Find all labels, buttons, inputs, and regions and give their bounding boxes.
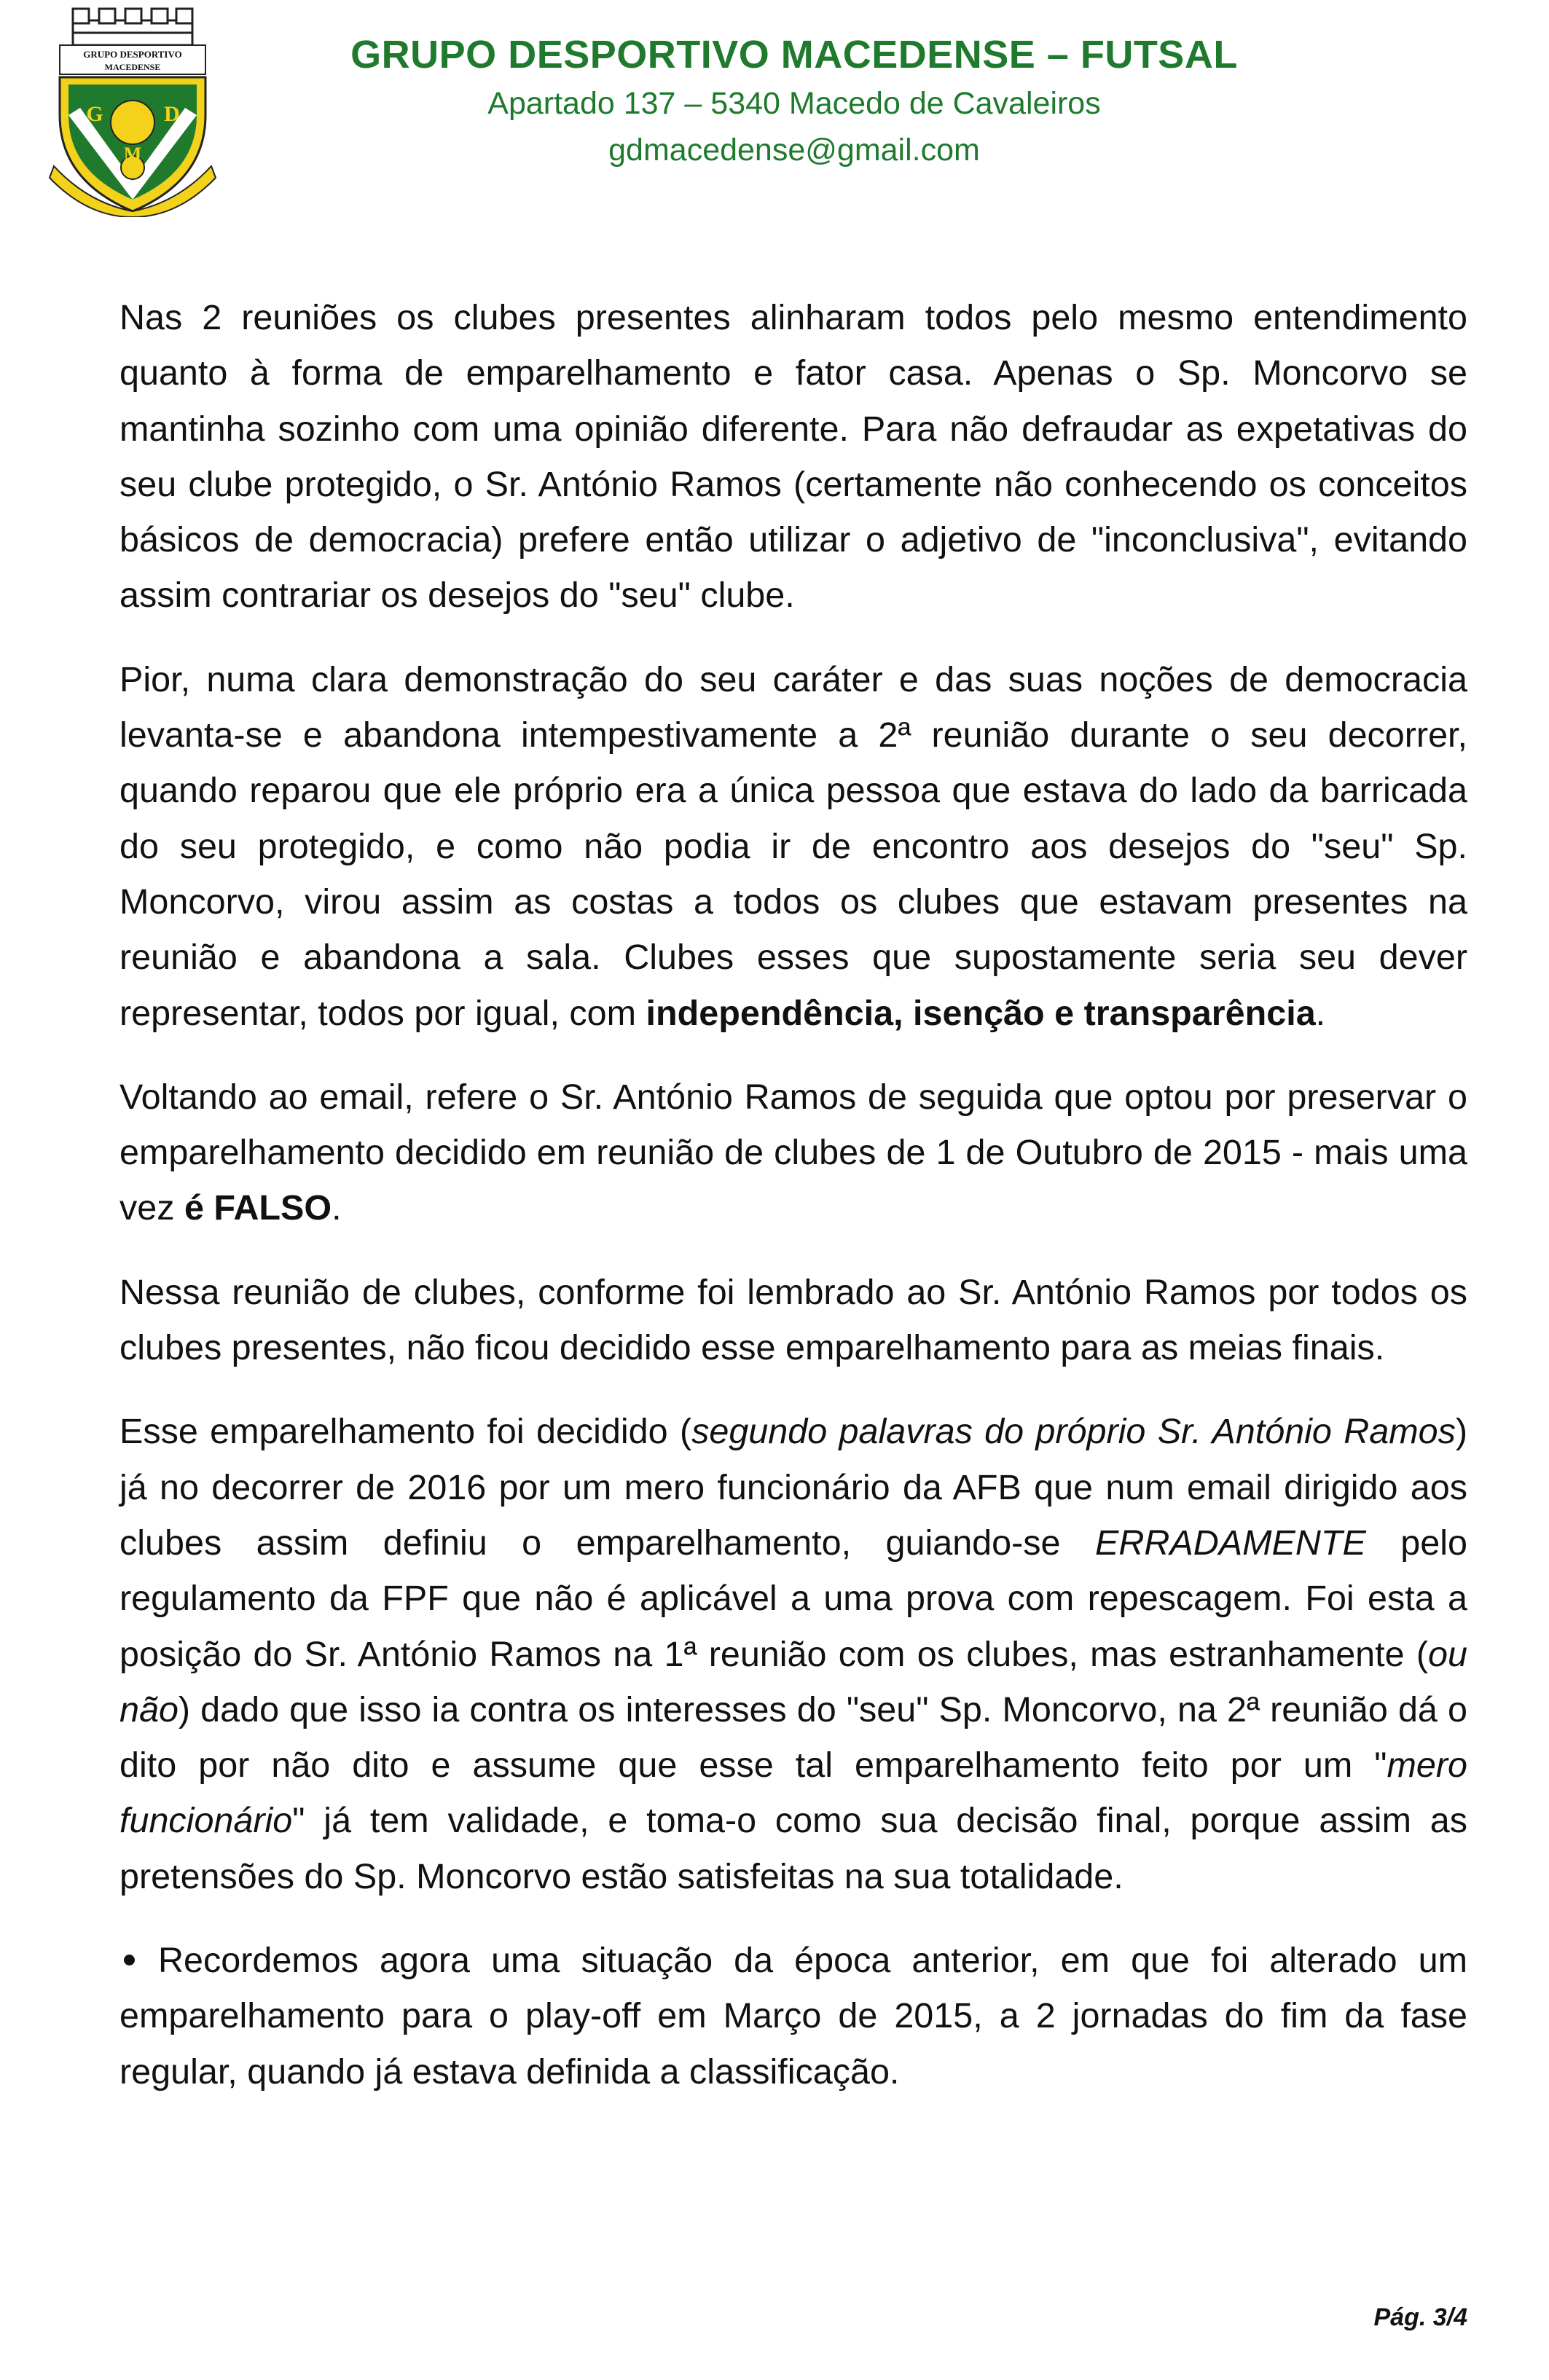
- paragraph-1: [119, 290, 1467, 624]
- letter-body: [119, 290, 1467, 2128]
- page-number: Pág. 3/4: [1373, 2304, 1467, 2331]
- club-email: gdmacedense@gmail.com: [608, 133, 980, 168]
- text-run: .: [332, 1188, 342, 1228]
- text-run: ) dado que isso ia contra os interesses do "seu" Sp. Moncorvo, na 2ª reunião dá o dito por não dito e assume que esse tal emparelhamento feito por um ": [119, 1689, 1467, 1786]
- club-name: GRUPO DESPORTIVO MACEDENSE – FUTSAL: [350, 33, 1238, 76]
- bullet-paragraph: [119, 1933, 1467, 2100]
- crest-letter-g: G: [86, 102, 103, 126]
- paragraph-4: [119, 1265, 1467, 1376]
- club-crest-logo: [44, 6, 221, 217]
- paragraph-2: [119, 652, 1467, 1041]
- text-run: Nas 2 reuniões os clubes presentes alinharam todos pelo mesmo entendimento quanto à forma de emparelhamento e fator casa. Apenas o Sp. Moncorvo se mantinha sozinho com uma opinião diferente. Para não defraudar as expetativas do seu clube protegido, o Sr. António Ramos (certamente não conhecendo os conceitos básicos de democracia) prefere então utilizar o adjetivo de "inconclusiva", evitando assim contrariar os desejos do "seu" clube.: [119, 298, 1467, 616]
- letterhead: [284, 29, 1304, 173]
- text-run: .: [1315, 993, 1326, 1033]
- text-run: Voltando ao email, refere o Sr. António Ramos de seguida que optou por preservar o emparelhamento decidido em reunião de clubes de 1 de Outubro de 2015 - mais uma vez: [119, 1077, 1467, 1228]
- crest-top-text: GRUPO DESPORTIVO: [83, 49, 182, 60]
- crest-center-emblem: [111, 101, 154, 144]
- paragraph-5: [119, 1404, 1467, 1904]
- text-run: ) já no decorrer de 2016 por um mero funcionário da AFB que num email dirigido aos clubes assim definiu o emparelhamento, guiando-se: [119, 1412, 1467, 1563]
- crest-letter-d: D: [164, 102, 180, 126]
- club-address: Apartado 137 – 5340 Macedo de Cavaleiros: [487, 86, 1101, 121]
- text-run: pelo regulamento da FPF que não é aplicável a uma prova com repescagem. Foi esta a posição do Sr. António Ramos na 1ª reunião com os clubes, mas estranhamente (: [119, 1523, 1468, 1674]
- bullet-text: Recordemos agora uma situação da época anterior, em que foi alterado um emparelhamento para o play-off em Março de 2015, a 2 jornadas do fim da fase regular, quando já estava definida a classificação.: [119, 1941, 1467, 2092]
- paragraph-3: [119, 1069, 1467, 1236]
- text-run: segundo palavras do próprio Sr. António Ramos: [691, 1412, 1456, 1452]
- crest-sub-text: MACEDENSE: [104, 62, 161, 72]
- text-run: Esse emparelhamento foi decidido (: [119, 1412, 692, 1452]
- crest-letter-m: M: [123, 144, 142, 165]
- text-run: ou não: [119, 1634, 1467, 1729]
- text-run: ERRADAMENTE: [1094, 1523, 1366, 1563]
- text-run: mero funcionário: [119, 1745, 1467, 1841]
- text-run: " já tem validade, e toma-o como sua decisão final, porque assim as pretensões do Sp. Moncorvo estão satisfeitas na sua totalidade.: [119, 1801, 1467, 1896]
- text-run: independência, isenção e transparência: [646, 993, 1316, 1033]
- text-run: Pior, numa clara demonstração do seu caráter e das suas noções de democracia levanta-se e abandona intempestivamente a 2ª reunião durante o seu decorrer, quando reparou que ele próprio era a única pessoa que estava do lado da barricada do seu protegido, e como não podia ir de encontro aos desejos do "seu" Sp. Moncorvo, virou assim as costas a todos os clubes que estavam presentes na reunião e abandona a sala. Clubes esses que supostamente seria seu dever representar, todos por igual, com: [119, 659, 1467, 1033]
- text-run: é FALSO: [184, 1188, 332, 1228]
- crown-icon: [73, 9, 192, 45]
- bullet-icon: [124, 1955, 135, 1965]
- text-run: Nessa reunião de clubes, conforme foi lembrado ao Sr. António Ramos por todos os clubes presentes, não ficou decidido esse emparelhamento para as meias finais.: [119, 1272, 1467, 1368]
